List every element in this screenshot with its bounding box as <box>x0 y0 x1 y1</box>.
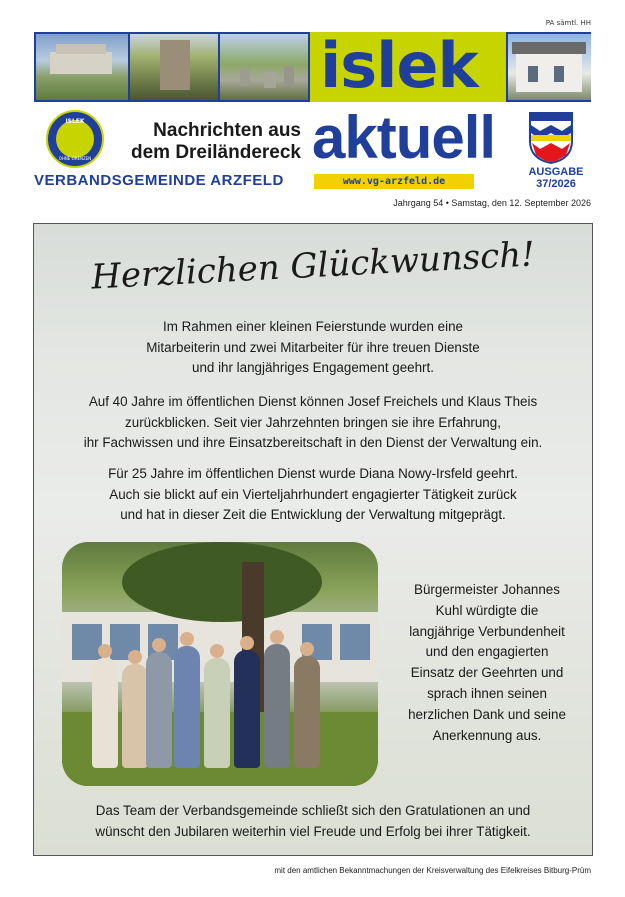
paragraph-team <box>44 800 582 842</box>
text-line: Auf 40 Jahre im öffentlichen Dienst können Josef Freichels und Klaus Theis <box>88 394 538 409</box>
text-line: und ihr langjähriges Engagement geehrt. <box>192 360 434 375</box>
footer-note: mit den amtlichen Bekanntmachungen der Kreisverwaltung des Eifelkreises Bitburg-Prüm <box>274 866 591 875</box>
issue-number: 37/2026 <box>536 178 576 190</box>
islek-ohne-grenzen-logo <box>46 110 104 168</box>
issue-badge <box>520 166 592 190</box>
feature-panel <box>33 223 593 856</box>
islek-wordmark: islek <box>320 32 478 102</box>
subtitle-line-2: dem Dreiländereck <box>130 142 301 163</box>
text-line: und den engagierten <box>425 644 549 660</box>
text-line: Bürgermeister Johannes <box>414 582 560 597</box>
text-line: Einsatz der Geehrten und <box>410 665 564 681</box>
paragraph-mayor <box>392 580 582 746</box>
website-url[interactable]: www.vg-arzfeld.de <box>314 174 474 189</box>
pa-note: PA sämtl. HH <box>545 19 591 27</box>
masthead-subtitle <box>106 120 301 164</box>
text-line: herzlichen Dank und seine <box>408 706 566 722</box>
text-line: Kuhl würdigte die <box>435 602 539 618</box>
subtitle-line-1: Nachrichten aus <box>153 120 301 141</box>
logo-text-bottom: OHNE GRENZEN <box>58 156 92 161</box>
issue-label: AUSGABE <box>528 166 584 178</box>
text-line: Anerkennung aus. <box>432 727 542 743</box>
text-line: Im Rahmen einer kleinen Feierstunde wurden eine <box>163 319 463 334</box>
text-line: Mitarbeiterin und zwei Mitarbeiter für ihre treuen Dienste <box>146 339 480 355</box>
text-line: langjährige Verbundenheit <box>409 623 565 639</box>
banner-photo-house <box>508 34 591 100</box>
paragraph-intro <box>44 317 582 379</box>
text-line: Für 25 Jahre im öffentlichen Dienst wurde Diana Nowy-Irsfeld geehrt. <box>108 466 518 481</box>
banner-photo-monument <box>36 34 128 100</box>
text-line: und hat in dieser Zeit die Entwicklung der Verwaltung mitgeprägt. <box>120 507 506 522</box>
paragraph-25-years <box>44 464 582 526</box>
text-line: sprach ihnen seinen <box>427 685 547 701</box>
paragraph-40-years <box>44 392 582 454</box>
organization-name: VERBANDSGEMEINDE ARZFELD <box>34 172 284 189</box>
coat-of-arms-icon <box>528 111 574 165</box>
feature-headline: Herzlichen Glückwunsch! <box>90 234 536 298</box>
aktuell-wordmark: aktuell <box>312 104 496 171</box>
text-line: wünscht den Jubilaren weiterhin viel Freude und Erfolg bei ihrer Tätigkeit. <box>95 824 531 839</box>
banner-photo-cemetery <box>220 34 308 100</box>
text-line: ihr Fachwissen und ihre Einsatzbereitschaft in den Dienst der Verwaltung ein. <box>83 435 543 450</box>
team-photo <box>62 542 378 786</box>
banner-photo-ruin <box>130 34 218 100</box>
issue-date-line: Jahrgang 54 • Samstag, den 12. September 2026 <box>393 198 591 208</box>
text-line: Auch sie blickt auf ein Vierteljahrhundert engagierter Tätigkeit zurück <box>109 486 517 502</box>
masthead-banner <box>34 32 591 102</box>
text-line: Das Team der Verbandsgemeinde schließt sich den Gratulationen an und <box>95 803 531 818</box>
text-line: zurückblicken. Seit vier Jahrzehnten bringen sie ihre Erfahrung, <box>125 414 501 430</box>
logo-text-top: ISLEK <box>65 118 85 125</box>
